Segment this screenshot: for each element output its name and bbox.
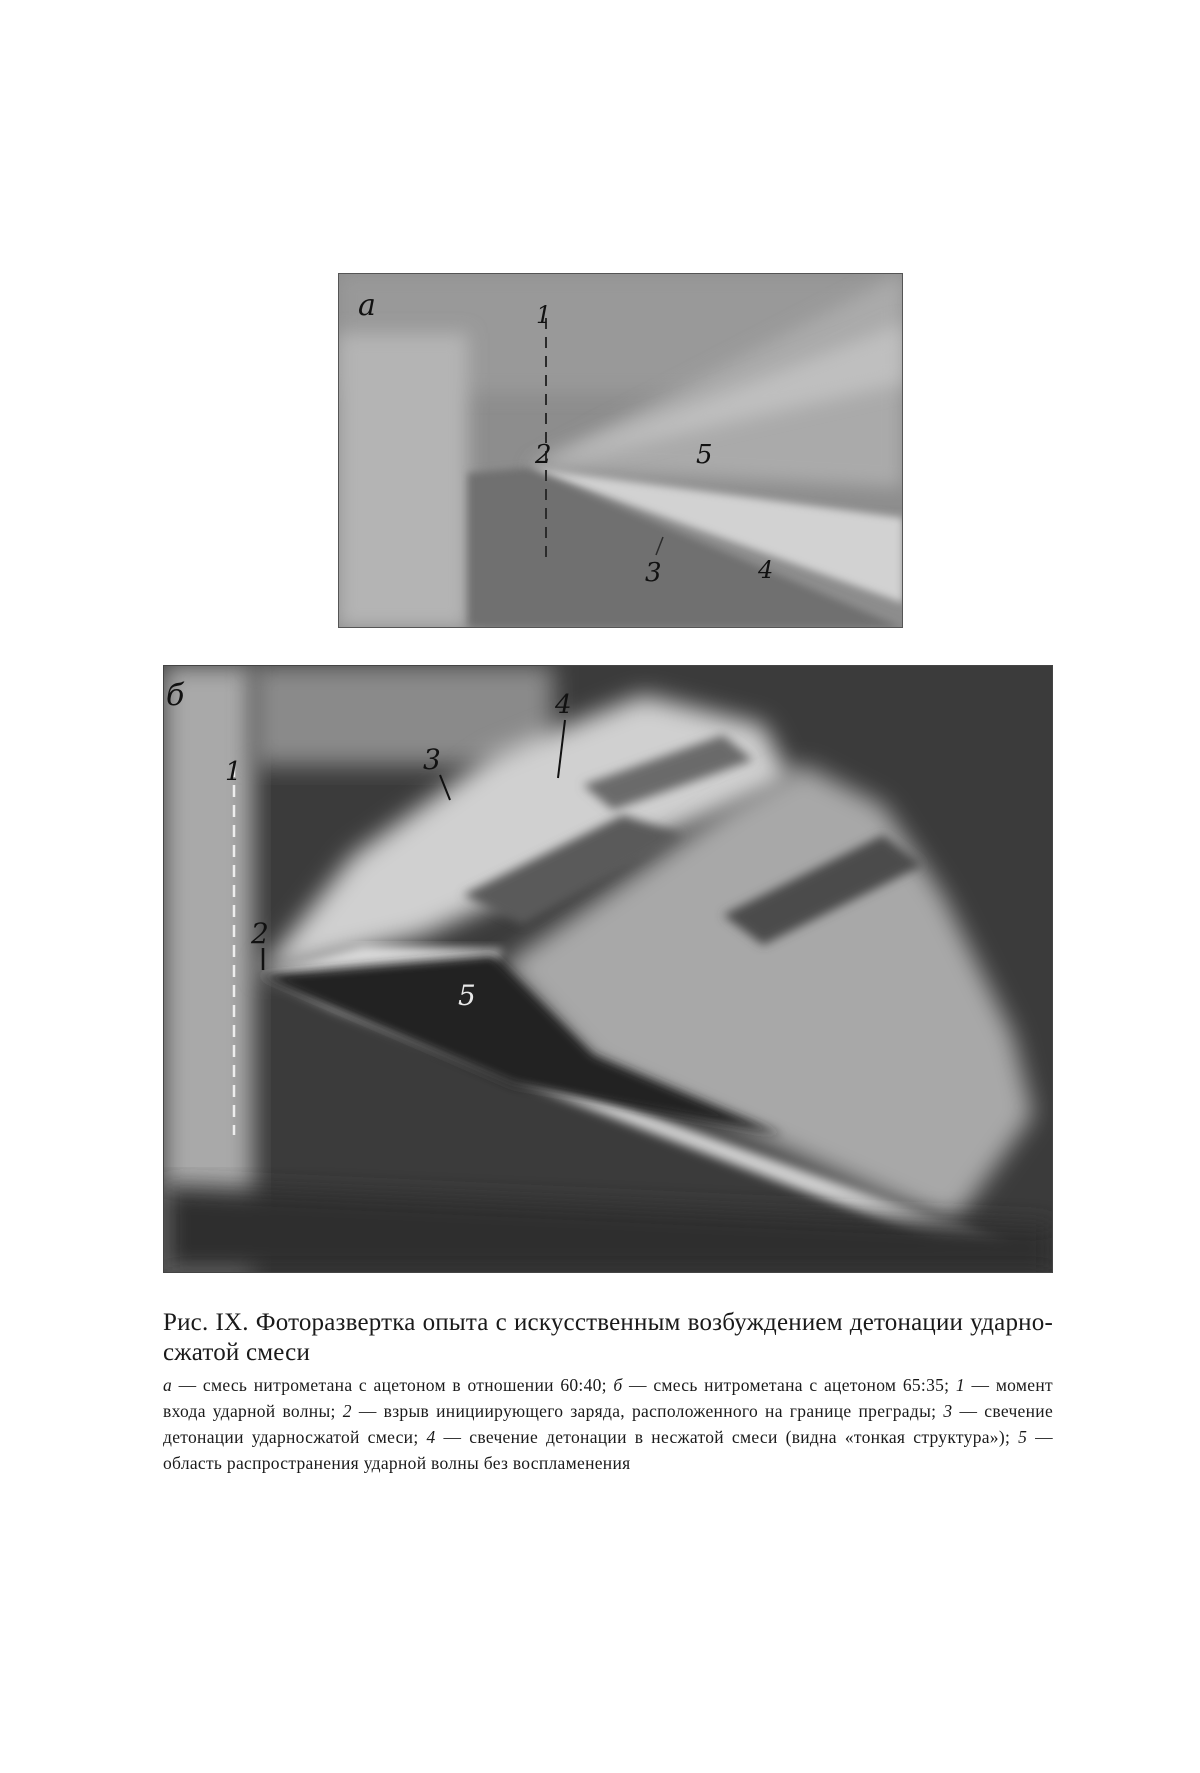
figure-b-panel-label: б bbox=[166, 678, 185, 713]
legend-key: 3 bbox=[943, 1401, 953, 1421]
legend-text: момент входа ударной волны; bbox=[163, 1375, 1053, 1421]
legend-key: а bbox=[163, 1375, 173, 1395]
legend-item-4: 4 — свечение детонации в несжатой смеси (видна «тонкая структура»); bbox=[426, 1427, 1011, 1447]
legend-item-a: а — смесь нитрометана с ацетоном в отношении 60:40; bbox=[163, 1375, 607, 1395]
legend-key: 1 bbox=[955, 1375, 965, 1395]
legend-text: свечение детонации ударносжатой смеси; bbox=[163, 1401, 1054, 1447]
legend-key: б bbox=[613, 1375, 623, 1395]
legend-item-5: 5 — область распространения ударной волны без воспламенения bbox=[163, 1427, 1053, 1473]
legend-text: свечение детонации в несжатой смеси (видна «тонкая структура»); bbox=[469, 1427, 1011, 1447]
figure-caption-legend bbox=[163, 1372, 1053, 1476]
legend-text: область распространения ударной волны без воспламенения bbox=[163, 1453, 631, 1473]
figure-a-panel-label: а bbox=[358, 288, 376, 323]
figure-b-label-1: 1 bbox=[225, 757, 242, 787]
figure-a-label-2: 2 bbox=[535, 440, 552, 470]
figure-b-label-2: 2 bbox=[251, 917, 269, 950]
figure-a-label-3: 3 bbox=[645, 558, 662, 588]
legend-key: 4 bbox=[426, 1427, 436, 1447]
legend-text: смесь нитрометана с ацетоном 65:35; bbox=[653, 1375, 950, 1395]
legend-key: 2 bbox=[342, 1401, 352, 1421]
legend-item-2: 2 — взрыв инициирующего заряда, расположенного на границе преграды; bbox=[342, 1401, 937, 1421]
figure-a-label-5: 5 bbox=[696, 440, 713, 470]
photo-figure-b bbox=[163, 665, 1053, 1273]
legend-item-3: 3 — свечение детонации ударносжатой смеси; bbox=[163, 1401, 1054, 1447]
figure-b-label-3: 3 bbox=[423, 743, 441, 776]
legend-text: смесь нитрометана с ацетоном в отношении 60:40; bbox=[202, 1375, 607, 1395]
figure-a-label-1: 1 bbox=[536, 301, 552, 329]
figure-b-label-5: 5 bbox=[458, 979, 476, 1012]
legend-text: взрыв инициирующего заряда, расположенного на границе преграды; bbox=[383, 1401, 937, 1421]
figure-caption-title: Рис. IX. Фоторазвертка опыта с искусственным возбуждением детонации ударно-сжатой смеси bbox=[163, 1309, 1053, 1366]
figure-b-label-4: 4 bbox=[555, 690, 572, 720]
legend-key: 5 bbox=[1018, 1427, 1028, 1447]
figure-a-label-4: 4 bbox=[758, 556, 774, 584]
legend-item-1: 1 — момент входа ударной волны; bbox=[163, 1375, 1053, 1421]
legend-item-b: б — смесь нитрометана с ацетоном 65:35; bbox=[613, 1375, 950, 1395]
photo-figure-a bbox=[338, 273, 903, 628]
